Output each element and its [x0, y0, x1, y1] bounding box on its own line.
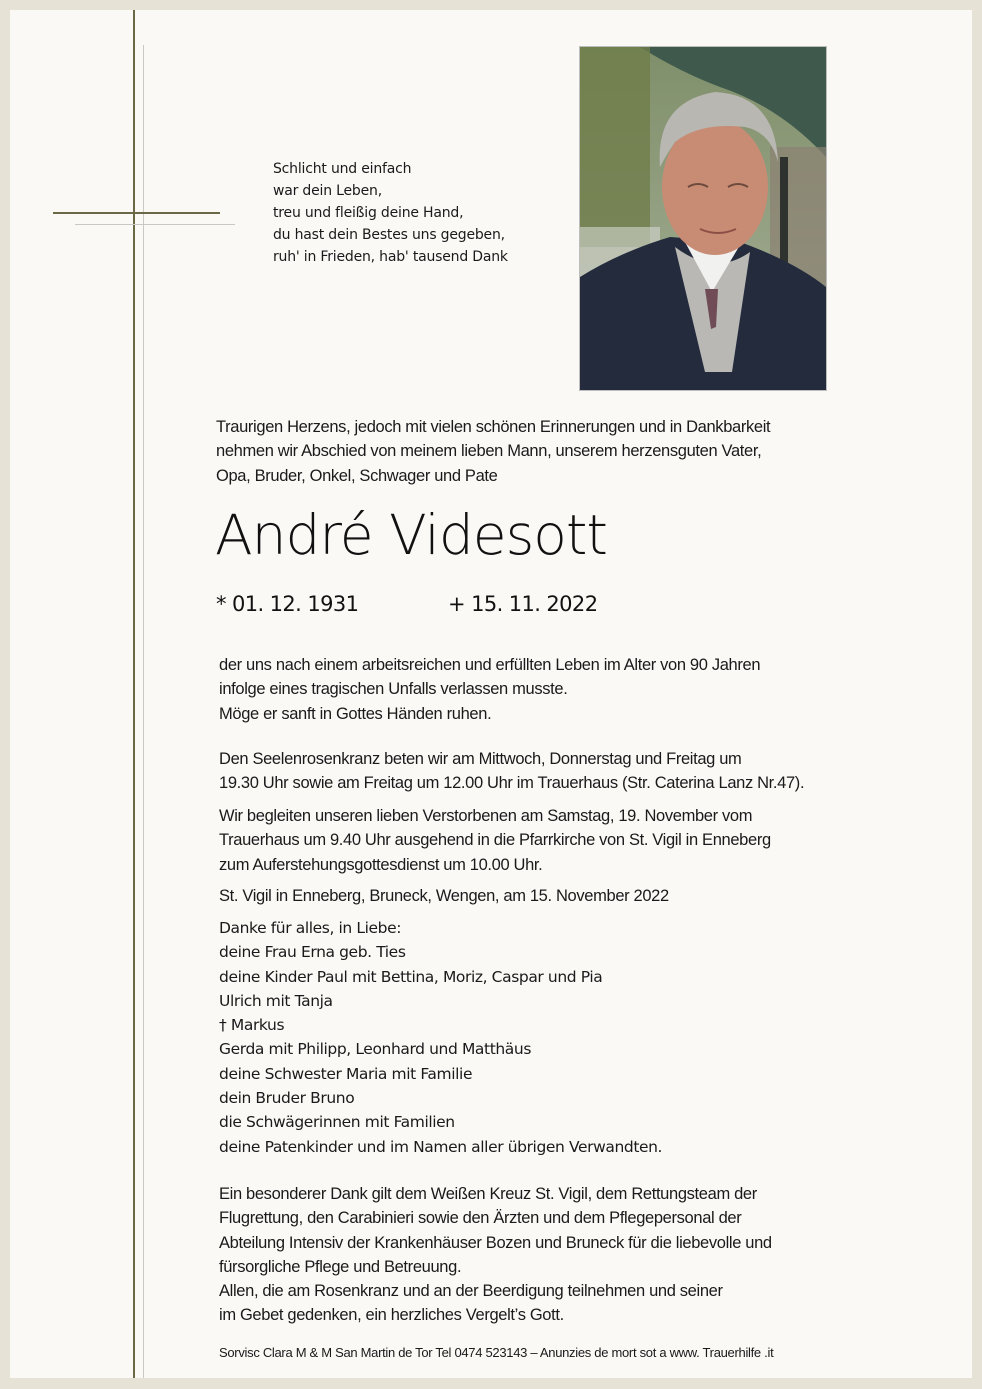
mourner-line: die Schwägerinnen mit Familien: [219, 1113, 455, 1132]
rosary-paragraph: [219, 747, 804, 796]
verse-line: du hast dein Bestes uns gegeben,: [273, 227, 505, 243]
verse-line: ruh' in Frieden, hab' tausend Dank: [273, 249, 508, 265]
verse-line: Schlicht und einfach: [273, 161, 412, 177]
passing-line: Möge er sanft in Gottes Händen ruhen.: [219, 704, 492, 723]
funeral-line: Trauerhaus um 9.40 Uhr ausgehend in die Pfarrkirche von St. Vigil in Enneberg: [219, 831, 771, 850]
intro-line: Opa, Bruder, Onkel, Schwager und Pate: [216, 466, 498, 485]
rosary-line: 19.30 Uhr sowie am Freitag um 12.00 Uhr im Trauerhaus (Str. Caterina Lanz Nr.47).: [219, 774, 805, 793]
cross-vertical-line: [133, 10, 135, 1378]
thanks-line: Flugrettung, den Carabinieri sowie den Ärzten und dem Pflegepersonal der: [219, 1209, 742, 1228]
deceased-name: André Videsott: [215, 503, 608, 567]
intro-paragraph: [216, 415, 770, 488]
obituary-page: [10, 10, 972, 1378]
portrait-photo-icon: [580, 47, 826, 390]
mourner-line: Gerda mit Philipp, Leonhard und Matthäus: [219, 1040, 531, 1059]
mourners-list: [219, 916, 662, 1159]
funeral-line: Wir begleiten unseren lieben Verstorbenen am Samstag, 19. November vom: [219, 807, 753, 825]
birth-date: * 01. 12. 1931: [216, 592, 359, 616]
footer-credit: Sorvisc Clara M & M San Martin de Tor Tel 0474 523143 – Anunzies de mort sot a www. Trauerhilfe .it: [219, 1345, 774, 1360]
funeral-paragraph: [219, 804, 771, 877]
thanks-paragraph: [219, 1182, 772, 1328]
thanks-line: Ein besonderer Dank gilt dem Weißen Kreuz St. Vigil, dem Rettungsteam der: [219, 1185, 757, 1203]
passing-line: der uns nach einem arbeitsreichen und erfüllten Leben im Alter von 90 Jahren: [219, 656, 761, 674]
thanks-line: im Gebet gedenken, ein herzliches Vergelt’s Gott.: [219, 1306, 564, 1325]
thanks-line: Abteilung Intensiv der Krankenhäuser Bozen und Bruneck für die liebevolle und: [219, 1233, 772, 1252]
rosary-line: Den Seelenrosenkranz beten wir am Mittwoch, Donnerstag und Freitag um: [219, 750, 742, 768]
portrait-photo: [579, 46, 827, 391]
place-date: St. Vigil in Enneberg, Bruneck, Wengen, am 15. November 2022: [219, 887, 669, 905]
intro-line: Traurigen Herzens, jedoch mit vielen schönen Erinnerungen und in Dankbarkeit: [216, 418, 771, 436]
passing-line: infolge eines tragischen Unfalls verlassen musste.: [219, 680, 568, 699]
mourner-line: deine Patenkinder und im Namen aller übrigen Verwandten.: [219, 1137, 663, 1156]
cross-horizontal-line: [53, 212, 220, 214]
mourner-line: deine Kinder Paul mit Bettina, Moriz, Caspar und Pia: [219, 967, 603, 986]
mourner-line: Danke für alles, in Liebe:: [219, 919, 402, 937]
intro-line: nehmen wir Abschied von meinem lieben Mann, unserem herzensguten Vater,: [216, 442, 762, 461]
mourner-line: Ulrich mit Tanja: [219, 991, 333, 1010]
passing-paragraph: [219, 653, 760, 726]
mourner-line: dein Bruder Bruno: [219, 1089, 355, 1108]
mourner-line: deine Frau Erna geb. Ties: [219, 943, 406, 962]
mourner-line: deine Schwester Maria mit Familie: [219, 1064, 473, 1083]
thanks-line: Allen, die am Rosenkranz und an der Beerdigung teilnehmen und seiner: [219, 1282, 723, 1301]
death-date: + 15. 11. 2022: [448, 592, 598, 616]
thanks-line: fürsorgliche Pflege und Betreuung.: [219, 1257, 462, 1276]
cross-shadow-horizontal-line: [75, 224, 235, 225]
mourner-line: † Markus: [219, 1016, 285, 1035]
verse-line: treu und fleißig deine Hand,: [273, 205, 464, 221]
cross-shadow-vertical-line: [143, 45, 144, 1378]
verse-line: war dein Leben,: [273, 183, 382, 199]
funeral-line: zum Auferstehungsgottesdienst um 10.00 Uhr.: [219, 855, 543, 874]
memorial-verse: [273, 158, 508, 268]
